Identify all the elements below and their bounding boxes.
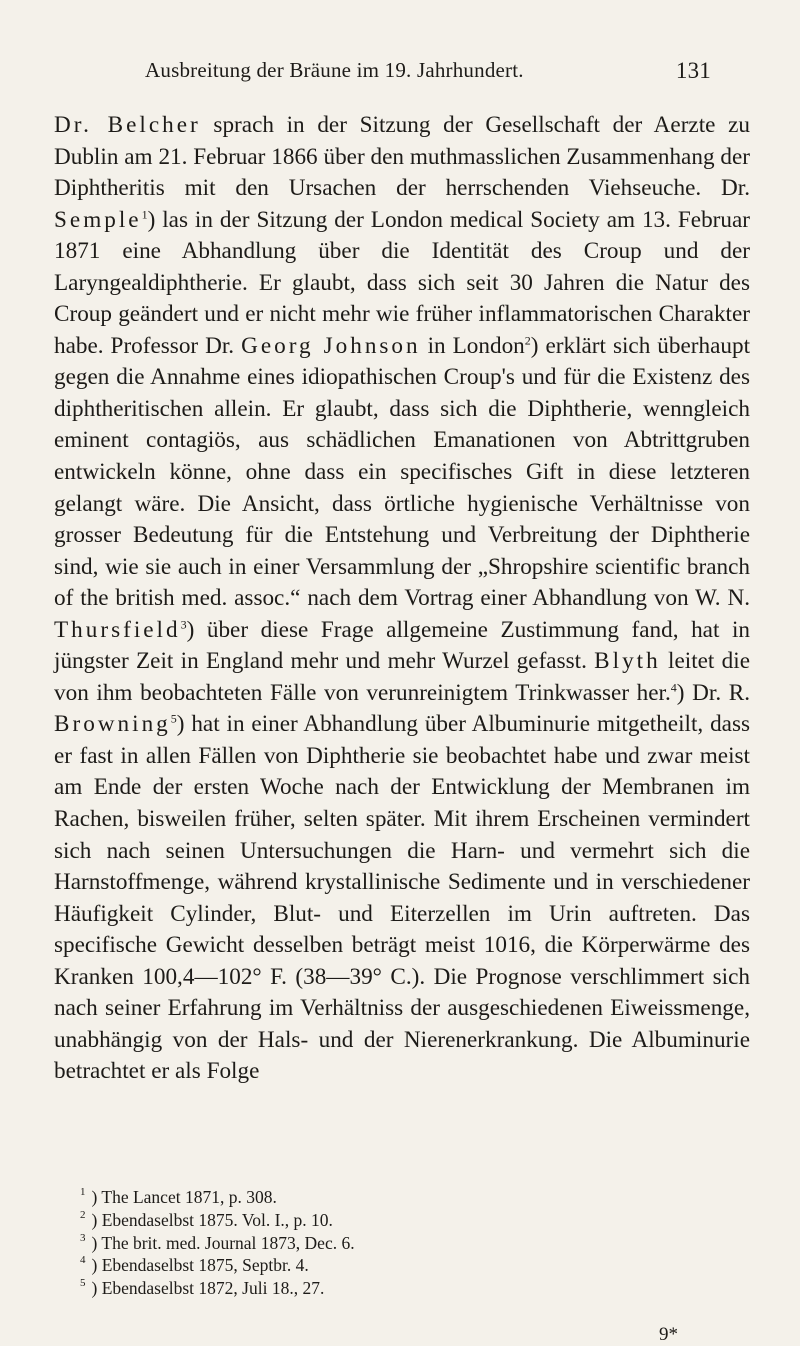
- footnote-mark: 2: [80, 1208, 86, 1221]
- text-segment: ) las in der Sitzung der London medical Society am 13. Februar 1871 eine Abhandlung über die Identität des Croup und der Laryngealdiphtherie. Er glaubt, dass sich seit 30 Jahren die Natur des Croup geändert und er nicht mehr wie früher inflammatorischen Charakter habe. Professor Dr.: [54, 206, 750, 359]
- person-name: Dr. Belcher: [54, 112, 201, 138]
- footnote-text: ) Ebendaselbst 1875. Vol. I., p. 10.: [91, 1209, 333, 1230]
- footnote-text: ) Ebendaselbst 1872, Juli 18., 27.: [91, 1278, 325, 1299]
- person-name: Semple: [54, 206, 142, 233]
- text-segment: ) über diese Frage allgemeine Zustimmung fand, hat in jüngster Zeit in England mehr und mehr Wurzel gefasst.: [54, 616, 750, 675]
- person-name: Browning: [54, 711, 171, 738]
- footnote-item: [80, 1186, 720, 1209]
- page-number: 131: [675, 58, 711, 83]
- footnote-ref: 1: [141, 206, 148, 221]
- text-segment: ) Dr. R.: [676, 679, 751, 706]
- footnote-ref: 5: [170, 711, 177, 726]
- footnote-item: [80, 1277, 720, 1300]
- body-text: [54, 110, 750, 1088]
- footnote-item: [80, 1232, 720, 1255]
- footnote-ref: 2: [524, 333, 531, 348]
- person-name: Blyth: [594, 648, 661, 675]
- footnote-mark: 1: [80, 1186, 86, 1198]
- footnote-item: [80, 1254, 720, 1277]
- person-name: Georg Johnson: [241, 332, 421, 359]
- text-segment: ) hat in einer Abhandlung über Albuminurie mitgetheilt, dass er fast in allen Fällen von Diphtherie sie beobachtet habe und zwar meist am Ende der ersten Woche nach der Entwicklung der Membranen im Rachen, bisweilen früher, selten später. Mit ihrem Erscheinen vermindert sich nach seinen Untersuchungen die Harn- und vermehrt sich die Harnstoffmenge, während krystallinische Sedimente und in verschiedener Häufigkeit Cylinder, Blut- und Eiterzellen im Urin auftreten. Das specifische Gewicht desselben beträgt meist 1016, die Körperwärme des Kranken 100,4—102° F. (38—39° C.). Die Prognose verschlimmert sich nach seiner Erfahrung im Verhältniss der ausgeschiedenen Eiweissmenge, unabhängig von der Hals- und der Nierenerkrankung. Die Albuminurie betrachtet er als Folge: [54, 711, 750, 1085]
- footnote-mark: 4: [80, 1254, 86, 1267]
- body-paragraph: [54, 110, 750, 1088]
- footnote-ref: 4: [670, 680, 677, 695]
- footnote-mark: 3: [80, 1231, 86, 1244]
- footnote-mark: 5: [80, 1277, 86, 1290]
- text-segment: sprach in der Sitzung der Gesellschaft der Aerzte zu Dublin am 21. Februar 1866 über den muthmasslichen Zusammenhang der Diphtheritis mit den Ursachen der herrschenden Viehseuche. Dr.: [54, 112, 751, 202]
- footnote-text: ) The brit. med. Journal 1873, Dec. 6.: [91, 1232, 355, 1253]
- running-title: Ausbreitung der Bräune im 19. Jahrhundert.: [145, 58, 524, 82]
- footnote-ref: 3: [180, 617, 187, 632]
- text-segment: leitet die von ihm beobachteten Fälle von verunreinigtem Trinkwasser her.: [54, 648, 750, 706]
- signature-mark: 9*: [659, 1324, 678, 1345]
- footnote-text: ) The Lancet 1871, p. 308.: [91, 1187, 277, 1207]
- running-head: [145, 58, 725, 88]
- person-name: Thursfield: [54, 616, 181, 643]
- text-segment: in London: [420, 332, 525, 359]
- footnote-item: [80, 1209, 720, 1232]
- footnote-text: ) Ebendaselbst 1875, Septbr. 4.: [91, 1255, 309, 1276]
- text-segment: ) erklärt sich überhaupt gegen die Annahme eines idiopathischen Croup's und für die Existenz des diphtheritischen allein. Er glaubt, dass sich die Diphtherie, wenngleich eminent contagiös, aus schädlichen Emanationen von Abtrittgruben entwickeln könne, ohne dass ein specifisches Gift in diese letzteren gelangt wäre. Die Ansicht, dass örtliche hygienische Verhältnisse von grosser Bedeutung für die Entstehung und Verbreitung der Diphtherie sind, wie sie auch in einer Versammlung der „Shropshire scientific branch of the british med. assoc.“ nach dem Vortrag einer Abhandlung von W. N.: [54, 332, 751, 612]
- footnotes: [80, 1186, 720, 1300]
